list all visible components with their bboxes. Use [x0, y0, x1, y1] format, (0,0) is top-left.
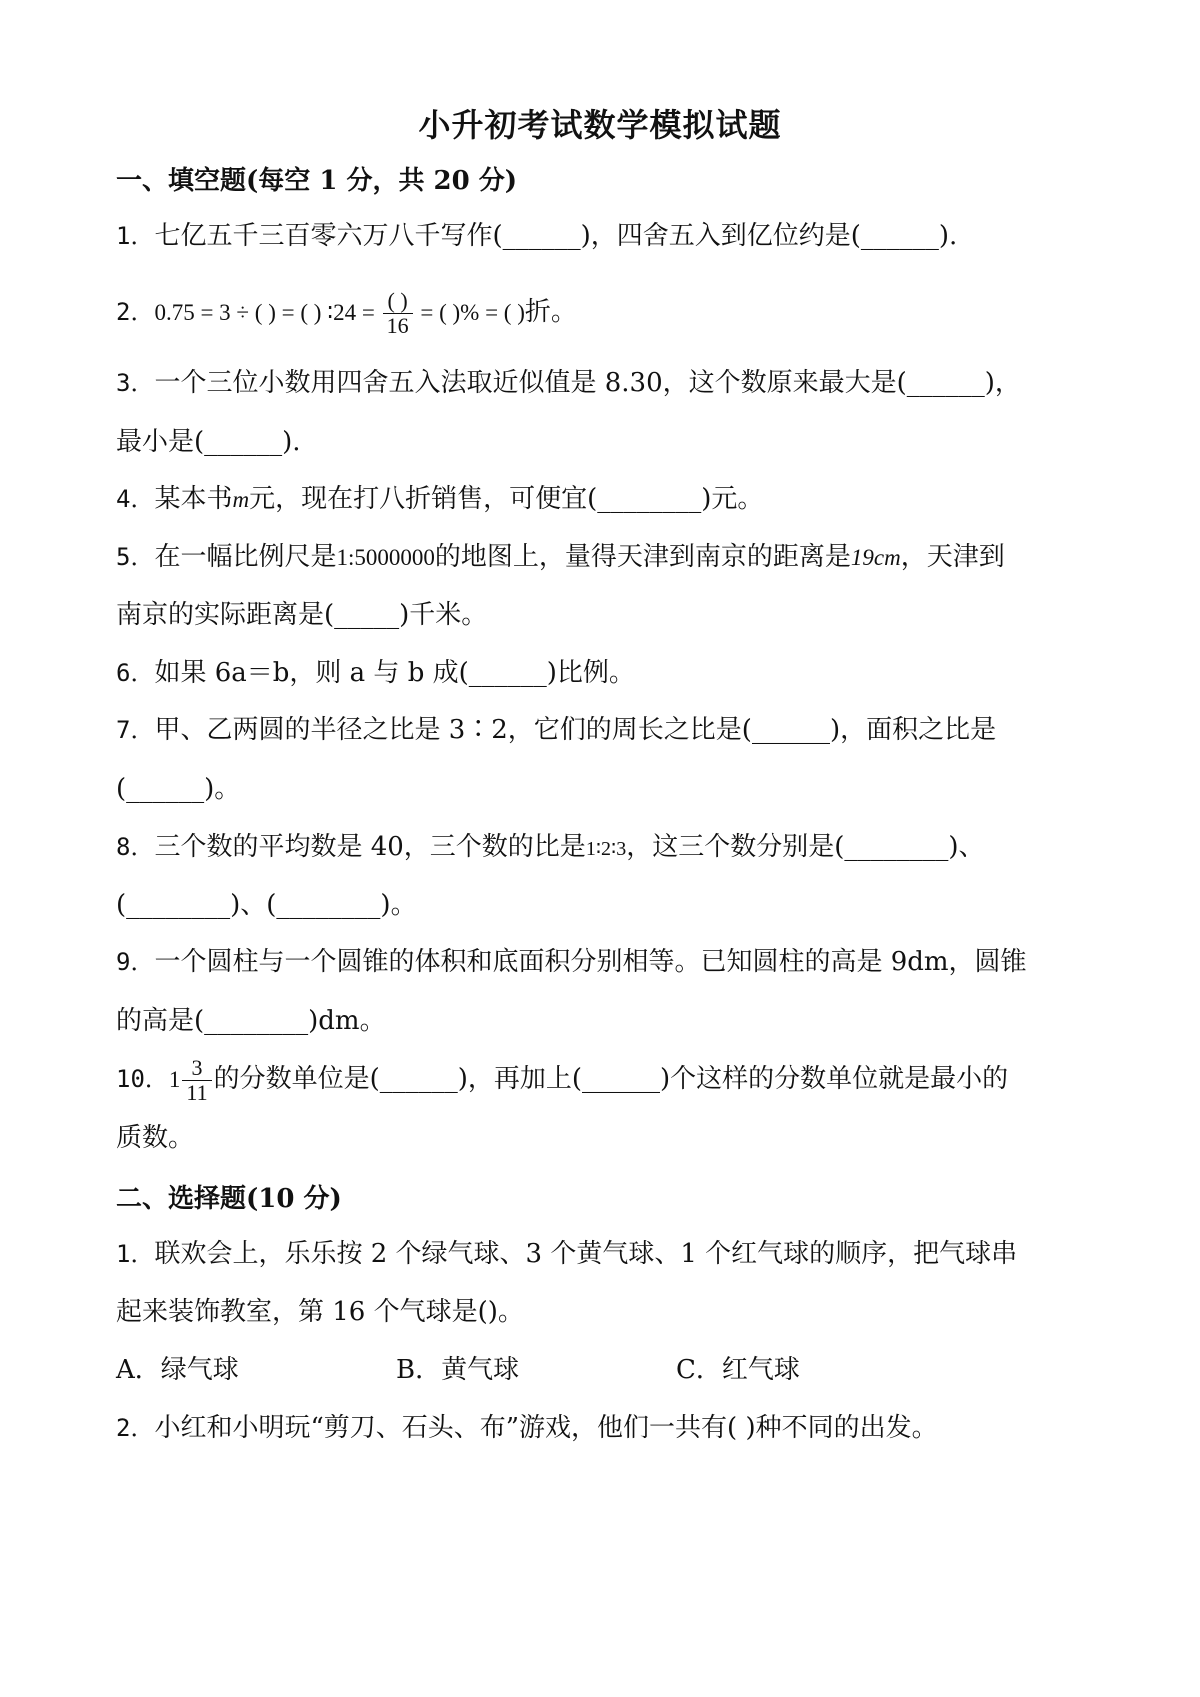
- section-multiple-choice-heading: 二、选择题(10 分): [116, 1184, 342, 1214]
- fraction-over-16: [383, 289, 413, 338]
- question-1-10-continued: 质数。: [116, 1123, 195, 1153]
- question-equation-part2: = ( )% = ( ): [414, 300, 525, 325]
- question-tail: 折。: [524, 297, 577, 327]
- question-number: 7．: [116, 716, 155, 744]
- option-c[interactable]: C．红气球: [676, 1355, 800, 1385]
- question-number: 10．: [116, 1065, 169, 1093]
- question-1-2: [116, 284, 1100, 341]
- question-1-3-continued: 最小是(______).: [116, 427, 301, 457]
- mixed-number-whole: 1: [168, 1067, 181, 1092]
- question-1-9-continued: 的高是(________)dm。: [116, 1006, 386, 1036]
- ratio: 1∶2∶3: [585, 838, 627, 860]
- question-1-10: [116, 1050, 1100, 1109]
- question-number: 1．: [116, 222, 155, 250]
- question-number: 9．: [116, 948, 155, 976]
- question-text: 一个三位小数用四舍五入法取近似值是 8.30，这个数原来最大是(______)，: [154, 368, 1021, 398]
- map-scale: 1:5000000: [336, 545, 435, 570]
- question-text: 小红和小明玩“剪刀、石头、布”游戏，他们一共有( )种不同的出发。: [154, 1413, 938, 1443]
- question-equation-part1: 0.75 = 3 ÷ ( ) = ( ) ∶24 =: [154, 300, 381, 325]
- section-fill-blank-heading: 一、填空题(每空 1 分，共 20 分): [116, 166, 518, 196]
- fraction-denominator: 11: [186, 1079, 208, 1105]
- question-1-7-continued: (______)。: [116, 774, 241, 804]
- question-text: 甲、乙两圆的半径之比是 3∶2，它们的周长之比是(______)，面积之比是: [154, 715, 997, 745]
- question-1-9: [116, 942, 1100, 982]
- variable-m: m: [232, 487, 250, 512]
- question-text-post: ，天津到: [900, 542, 1005, 572]
- question-text-pre: 三个数的平均数是 40，三个数的比是: [154, 832, 586, 862]
- question-2-1-options: [116, 1350, 956, 1390]
- question-number: 8．: [116, 833, 155, 861]
- question-number: 2．: [116, 298, 155, 326]
- question-text-mid: 的地图上，量得天津到南京的距离是: [434, 542, 851, 572]
- question-1-6: [116, 653, 1100, 693]
- question-text-pre: 在一幅比例尺是: [154, 542, 337, 572]
- question-1-1: [116, 216, 1100, 256]
- question-number: 1．: [116, 1240, 155, 1268]
- question-number: 5．: [116, 543, 155, 571]
- question-1-5: [116, 537, 1100, 578]
- question-text: 的分数单位是(______)，再加上(______)个这样的分数单位就是最小的: [213, 1064, 1009, 1094]
- question-text-post: 元，现在打八折销售，可便宜(________)元。: [249, 484, 764, 514]
- question-text: 七亿五千三百零六万八千写作(______)，四舍五入到亿位约是(______).: [154, 221, 958, 251]
- question-1-8-continued: (________)、(________)。: [116, 890, 417, 920]
- question-2-1-continued: 起来装饰教室，第 16 个气球是()。: [116, 1297, 524, 1327]
- option-a[interactable]: A．绿气球: [116, 1355, 239, 1385]
- question-text: 联欢会上，乐乐按 2 个绿气球、3 个黄气球、1 个红气球的顺序，把气球串: [154, 1239, 1018, 1269]
- question-1-8: [116, 827, 1100, 869]
- question-text: 一个圆柱与一个圆锥的体积和底面积分别相等。已知圆柱的高是 9dm，圆锥: [154, 947, 1027, 977]
- question-text: 如果 6a＝b，则 a 与 b 成(______)比例。: [154, 658, 635, 688]
- question-2-1: [116, 1234, 1100, 1274]
- option-b[interactable]: B．黄气球: [396, 1355, 520, 1385]
- page-title: 小升初考试数学模拟试题: [418, 106, 782, 144]
- map-distance: 19cm: [850, 545, 901, 570]
- question-1-4: [116, 479, 1100, 520]
- fraction-numerator: 3: [182, 1056, 211, 1081]
- question-1-3: [116, 363, 1100, 403]
- question-2-2: [116, 1408, 1100, 1448]
- question-number: 3．: [116, 369, 155, 397]
- fraction-denominator: 16: [386, 312, 409, 338]
- mixed-number-fraction: [182, 1056, 211, 1105]
- fraction-numerator: ( ): [383, 289, 413, 314]
- question-1-5-continued: 南京的实际距离是(_____)千米。: [116, 600, 488, 630]
- question-text-post: ，这三个数分别是(________)、: [626, 832, 985, 862]
- question-1-7: [116, 710, 1100, 750]
- question-text-pre: 某本书: [154, 484, 233, 514]
- question-number: 2．: [116, 1414, 155, 1442]
- question-number: 4．: [116, 485, 155, 513]
- question-number: 6．: [116, 659, 155, 687]
